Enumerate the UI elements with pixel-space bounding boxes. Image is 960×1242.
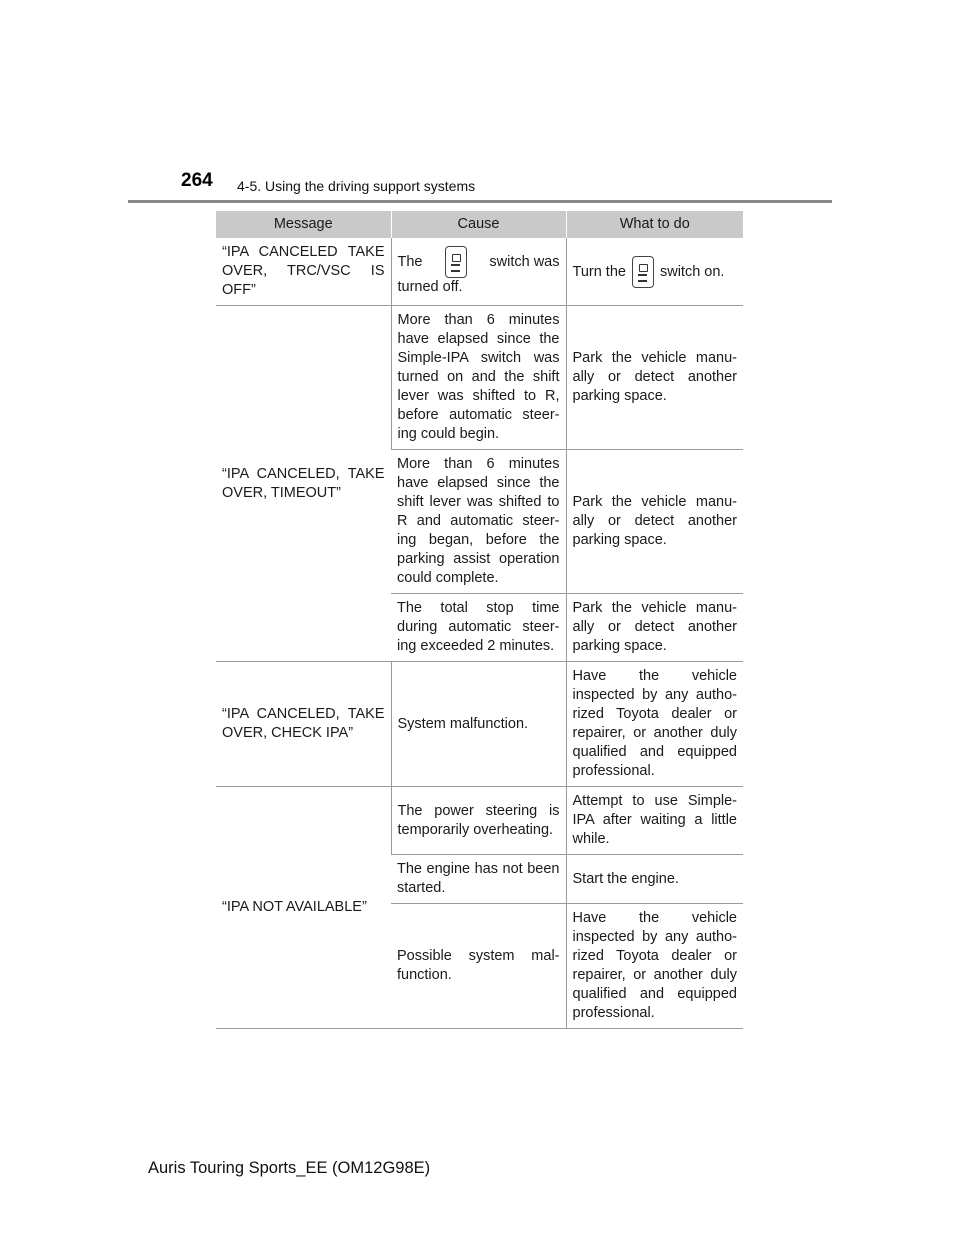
action-cell: Start the engine.	[566, 855, 743, 904]
simple-ipa-switch-icon	[632, 256, 654, 288]
column-header-cause: Cause	[391, 211, 566, 238]
message-cell: “IPA CANCELED, TAKE OVER, TIMEOUT”	[216, 306, 391, 662]
action-text: Turn the	[572, 263, 626, 280]
cause-line	[398, 246, 560, 278]
cause-text: switch was	[489, 253, 560, 270]
table-row	[216, 306, 743, 450]
cause-cell: More than 6 minutes have elapsed since the shift lever was shifted to R and automatic steer-ing began, before the parking assist operation could complete.	[391, 450, 566, 594]
simple-ipa-switch-icon	[445, 246, 467, 278]
message-cell: “IPA NOT AVAILABLE”	[216, 787, 391, 1029]
action-cell	[566, 238, 743, 306]
cause-cell: System malfunction.	[391, 662, 566, 787]
message-table	[216, 211, 743, 1029]
cause-cell: The power steering is temporarily overheating.	[391, 787, 566, 855]
action-cell: Park the vehicle manu-ally or detect another parking space.	[566, 450, 743, 594]
action-cell: Park the vehicle manu-ally or detect another parking space.	[566, 594, 743, 662]
cause-cell: Possible system mal-function.	[391, 904, 566, 1029]
action-text: switch on.	[659, 263, 725, 280]
column-header-message: Message	[216, 211, 391, 238]
column-header-what-to-do: What to do	[566, 211, 743, 238]
cause-cell	[391, 238, 566, 306]
table-row	[216, 238, 743, 306]
cause-cell: The total stop time during automatic steer-ing exceeded 2 minutes.	[391, 594, 566, 662]
table-header-row	[216, 211, 743, 238]
cause-text: turned off.	[397, 279, 463, 295]
page-number: 264	[181, 170, 213, 191]
cause-cell: The engine has not been started.	[391, 855, 566, 904]
table-row	[216, 662, 743, 787]
table-row	[216, 787, 743, 855]
section-title: 4-5. Using the driving support systems	[237, 178, 476, 194]
cause-text: The	[397, 253, 423, 270]
action-cell: Attempt to use Simple-IPA after waiting a little while.	[566, 787, 743, 855]
message-cell: “IPA CANCELED, TAKE OVER, CHECK IPA”	[216, 662, 391, 787]
cause-cell: More than 6 minutes have elapsed since the Simple-IPA switch was turned on and the shift lever was shifted to R, before automatic steer-ing could begin.	[391, 306, 566, 450]
action-cell: Park the vehicle manu-ally or detect another parking space.	[566, 306, 743, 450]
footer-model-code: Auris Touring Sports_EE (OM12G98E)	[148, 1159, 431, 1177]
action-cell: Have the vehicle inspected by any autho-rized Toyota dealer or repairer, or another duly qualified and equipped professional.	[566, 662, 743, 787]
action-cell: Have the vehicle inspected by any autho-rized Toyota dealer or repairer, or another duly qualified and equipped professional.	[566, 904, 743, 1029]
message-cell: “IPA CANCELED TAKE OVER, TRC/VSC IS OFF”	[216, 238, 391, 306]
header-rule	[128, 200, 832, 203]
